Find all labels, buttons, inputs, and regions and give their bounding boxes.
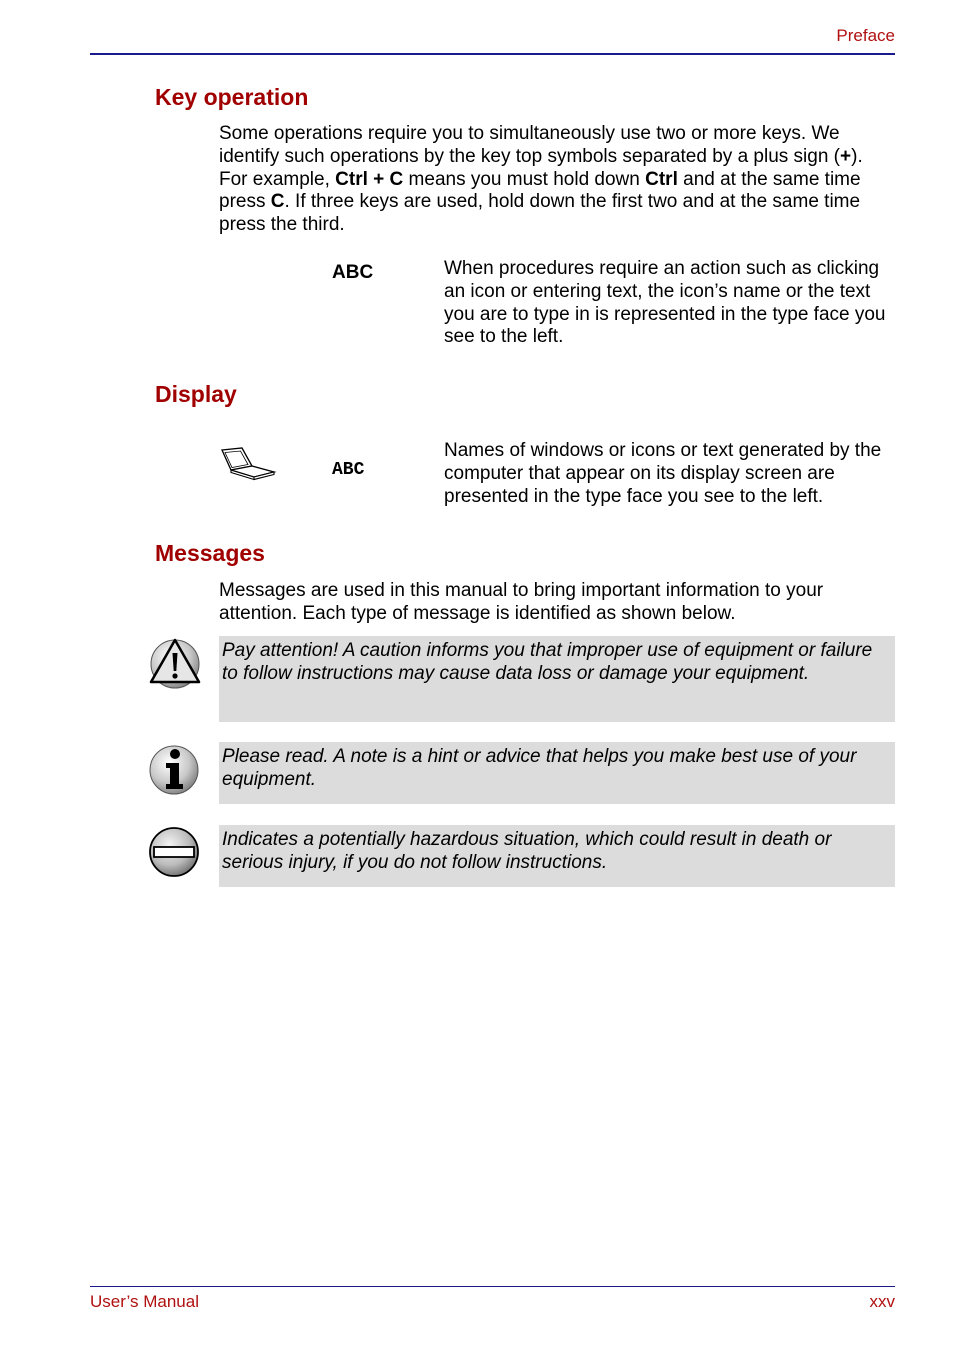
display-description: Names of windows or icons or text generated by the computer that appear on its display screen are presented in the type face you see to the left. bbox=[444, 440, 882, 507]
key-symbol: + bbox=[840, 145, 852, 167]
key-operation-sample-text: ABC bbox=[332, 262, 374, 283]
footer-divider bbox=[90, 1286, 895, 1287]
caution-triangle-icon bbox=[148, 636, 202, 690]
heading-display: Display bbox=[155, 381, 237, 407]
warning-message: Indicates a potentially hazardous situation, which could result in death or serious injury, if you do not follow instructions. bbox=[219, 825, 895, 887]
key-operation-paragraph bbox=[219, 123, 895, 237]
key-operation-description: When procedures require an action such as clicking an icon or entering text, the icon’s name or the text you are to type in is represented in the type face you see to the left. bbox=[444, 258, 886, 348]
no-entry-icon bbox=[148, 826, 200, 878]
paragraph-text: ). For example, bbox=[219, 145, 863, 190]
paragraph-text: Some operations require you to simultaneously use two or more keys. We identify such operations by the key top symbols separated by a plus sign ( bbox=[219, 123, 841, 167]
footer-manual-title: User’s Manual bbox=[90, 1292, 199, 1311]
heading-messages: Messages bbox=[155, 540, 265, 566]
paragraph-text: . If three keys are used, hold down the first two and at the same time press the third. bbox=[219, 191, 861, 236]
caution-message: Pay attention! A caution informs you that improper use of equipment or failure to follow instructions may cause data loss or damage your equipment. bbox=[219, 636, 895, 722]
note-message: Please read. A note is a hint or advice that helps you make best use of your equipment. bbox=[219, 742, 895, 804]
display-sample-text: ABC bbox=[332, 460, 365, 480]
heading-key-operation: Key operation bbox=[155, 84, 309, 110]
info-icon bbox=[148, 744, 200, 796]
page-number: xxv bbox=[869, 1292, 895, 1311]
messages-intro: Messages are used in this manual to bring important information to your attention. Each type of message is identified as shown below. bbox=[219, 580, 824, 624]
header-divider bbox=[90, 53, 895, 55]
key-symbol: Ctrl + C bbox=[335, 168, 404, 190]
key-symbol: C bbox=[270, 191, 285, 213]
header-section-title: Preface bbox=[836, 26, 895, 45]
paragraph-text: and at the same time press bbox=[219, 168, 861, 213]
laptop-icon bbox=[218, 446, 278, 482]
key-symbol: Ctrl bbox=[645, 168, 678, 190]
paragraph-text: means you must hold down bbox=[403, 168, 646, 190]
